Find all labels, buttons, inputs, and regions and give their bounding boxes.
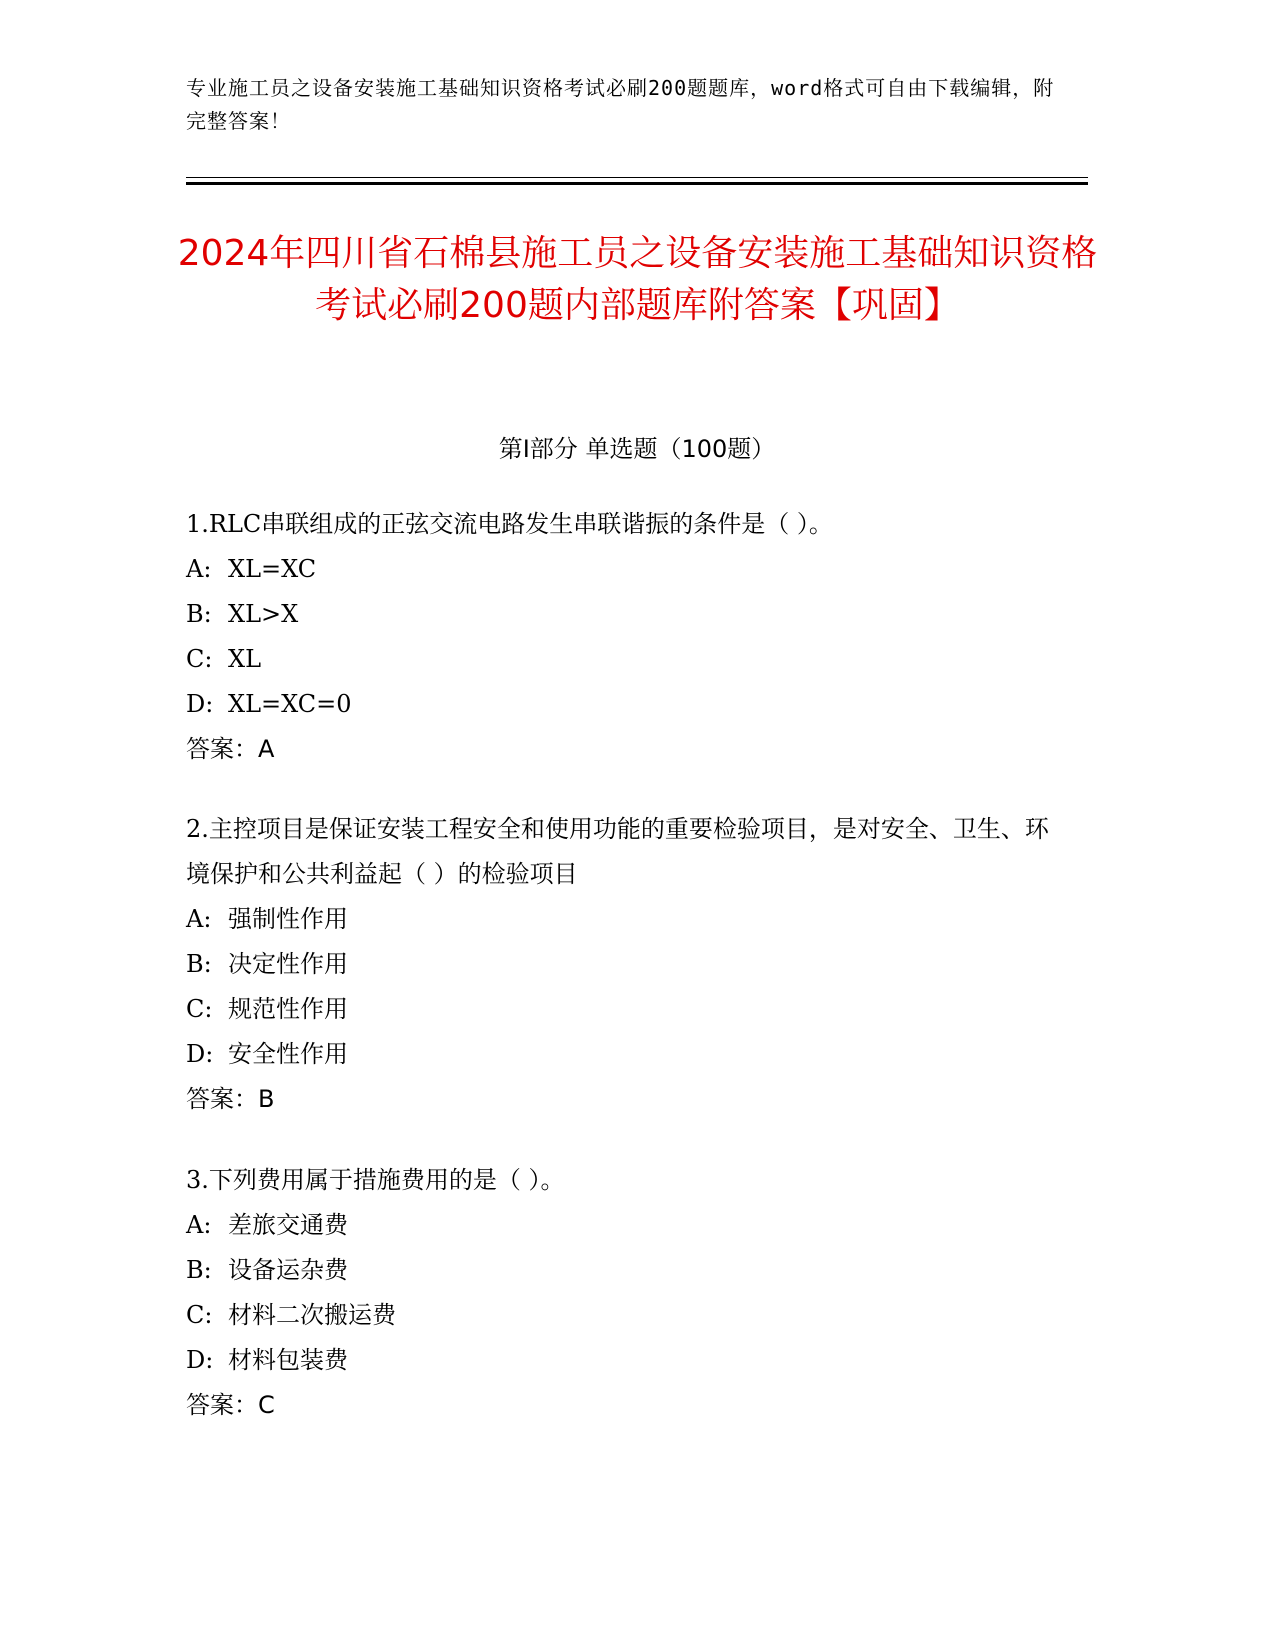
option-letter: D: bbox=[186, 690, 214, 718]
option-letter: C: bbox=[186, 645, 213, 673]
option-text: 差旅交通费 bbox=[228, 1211, 348, 1239]
option-text: 材料二次搬运费 bbox=[228, 1301, 396, 1329]
option-text: 强制性作用 bbox=[228, 905, 348, 933]
section-heading: 第I部分 单选题（100题） bbox=[498, 435, 776, 463]
option-b bbox=[186, 1248, 1066, 1293]
option-b bbox=[186, 592, 1066, 637]
option-d bbox=[186, 682, 1066, 727]
option-a bbox=[186, 897, 1066, 942]
option-letter: B: bbox=[186, 950, 212, 978]
question-3 bbox=[186, 1158, 1066, 1428]
header-divider-thin bbox=[186, 177, 1088, 178]
question-stem: 2.主控项目是保证安装工程安全和使用功能的重要检验项目，是对安全、卫生、环境保护和公共利益起（ ）的检验项目 bbox=[186, 815, 1049, 888]
option-text: 决定性作用 bbox=[228, 950, 348, 978]
option-text: XL=XC bbox=[228, 555, 317, 583]
option-d bbox=[186, 1032, 1066, 1077]
option-a bbox=[186, 547, 1066, 592]
option-letter: D: bbox=[186, 1346, 214, 1374]
answer: 答案：A bbox=[186, 735, 275, 763]
option-c bbox=[186, 637, 1066, 682]
question-stem: 3.下列费用属于措施费用的是（ ）。 bbox=[186, 1166, 565, 1194]
header-note: 专业施工员之设备安装施工基础知识资格考试必刷200题题库，word格式可自由下载编辑，附完整答案！ bbox=[186, 76, 1055, 133]
option-text: 安全性作用 bbox=[228, 1040, 348, 1068]
option-c bbox=[186, 1293, 1066, 1338]
option-letter: A: bbox=[186, 555, 212, 583]
option-text: 规范性作用 bbox=[228, 995, 348, 1023]
document-title: 2024年四川省石棉县施工员之设备安装施工基础知识资格考试必刷200题内部题库附答案【巩固】 bbox=[177, 233, 1098, 326]
header-divider-thick bbox=[186, 182, 1088, 185]
option-c bbox=[186, 987, 1066, 1032]
question-2 bbox=[186, 807, 1066, 1122]
option-text: XL>X bbox=[228, 600, 299, 628]
option-text: XL=XC=0 bbox=[228, 690, 352, 718]
option-letter: C: bbox=[186, 1301, 213, 1329]
option-letter: C: bbox=[186, 995, 213, 1023]
option-a bbox=[186, 1203, 1066, 1248]
option-letter: A: bbox=[186, 905, 212, 933]
answer: 答案：C bbox=[186, 1391, 275, 1419]
question-1 bbox=[186, 502, 1066, 772]
option-text: 设备运杂费 bbox=[228, 1256, 348, 1284]
option-d bbox=[186, 1338, 1066, 1383]
option-letter: B: bbox=[186, 600, 212, 628]
option-text: XL bbox=[228, 645, 262, 673]
answer: 答案：B bbox=[186, 1085, 275, 1113]
option-letter: A: bbox=[186, 1211, 212, 1239]
option-text: 材料包装费 bbox=[228, 1346, 348, 1374]
option-letter: D: bbox=[186, 1040, 214, 1068]
option-b bbox=[186, 942, 1066, 987]
question-stem: 1.RLC串联组成的正弦交流电路发生串联谐振的条件是（ ）。 bbox=[186, 510, 833, 538]
option-letter: B: bbox=[186, 1256, 212, 1284]
